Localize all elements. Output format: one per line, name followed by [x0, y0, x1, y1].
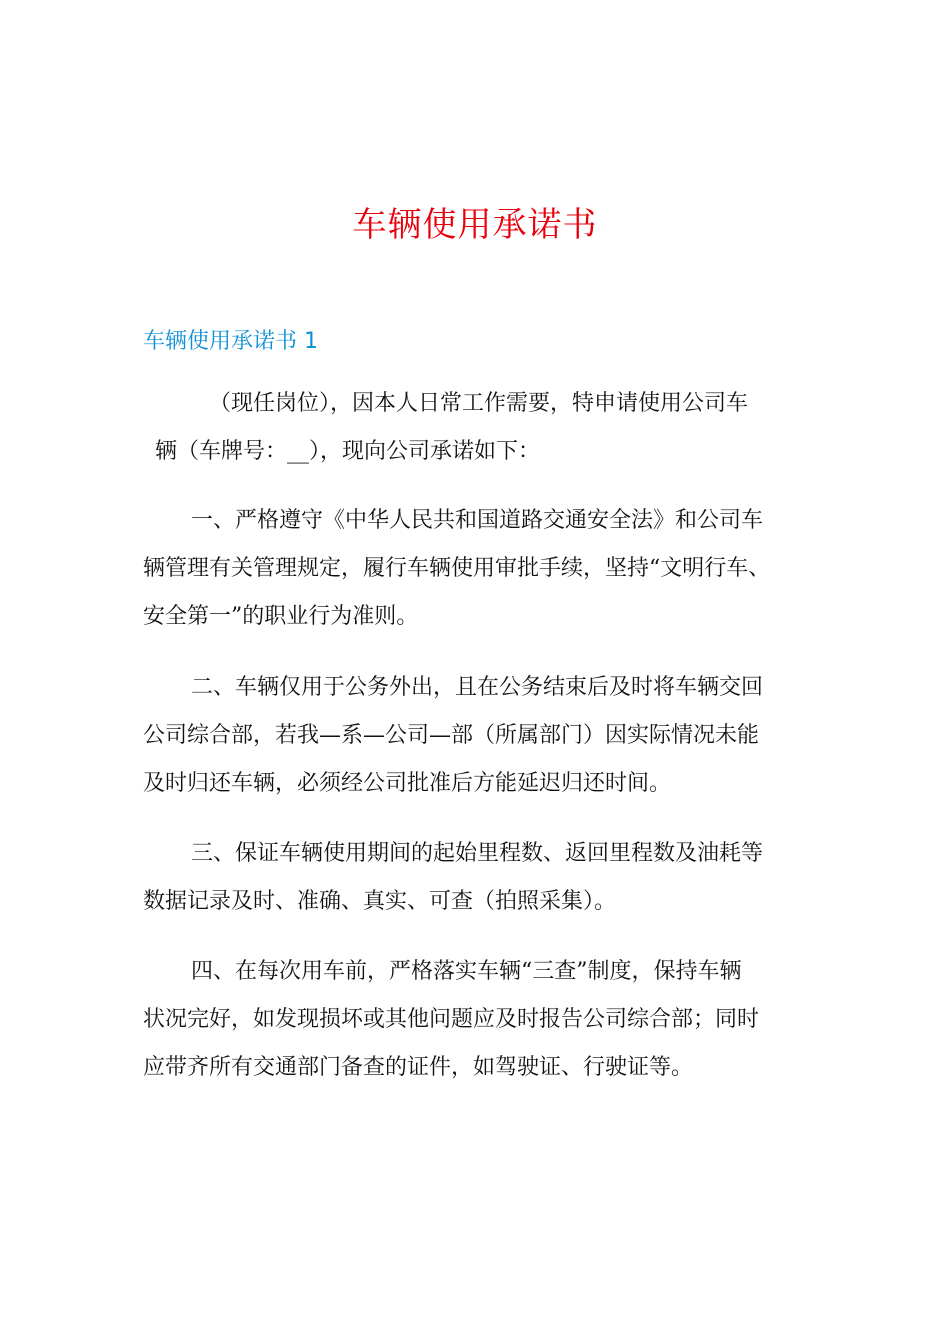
paragraph-line: 辆（车牌号：__），现向公司承诺如下：: [155, 439, 541, 464]
paragraph-line: （现任岗位），因本人日常工作需要，特申请使用公司车: [209, 391, 749, 416]
paragraph-clause-4: [143, 948, 808, 1092]
paragraph-line: 二、车辆仅用于公务外出，且在公务结束后及时将车辆交回: [191, 675, 764, 700]
paragraph-line: 三、保证车辆使用期间的起始里程数、返回里程数及油耗等: [191, 841, 764, 866]
paragraph-line: 安全第一”的职业行为准则。: [143, 604, 419, 629]
document-title: 车辆使用承诺书: [352, 205, 598, 245]
paragraph-intro: [143, 380, 808, 476]
paragraph-line: 四、在每次用车前，严格落实车辆“三查”制度，保持车辆: [191, 959, 742, 984]
paragraph-line: 及时归还车辆，必须经公司批准后方能延迟归还时间。: [143, 771, 672, 796]
paragraph-line: 应带齐所有交通部门备查的证件，如驾驶证、行驶证等。: [143, 1055, 694, 1080]
paragraph-line: 公司综合部，若我—系—公司—部（所属部门）因实际情况未能: [143, 723, 760, 748]
paragraph-clause-1: [143, 497, 808, 641]
paragraph-line: 一、严格遵守《中华人民共和国道路交通安全法》和公司车: [191, 508, 764, 533]
paragraph-clause-2: [143, 664, 808, 808]
paragraph-clause-3: [143, 830, 808, 926]
paragraph-line: 辆管理有关管理规定，履行车辆使用审批手续，坚持“文明行车、: [143, 556, 771, 581]
paragraph-line: 状况完好，如发现损坏或其他问题应及时报告公司综合部；同时: [143, 1007, 760, 1032]
paragraph-line: 数据记录及时、准确、真实、可查（拍照采集）。: [143, 889, 617, 914]
section-heading: 车辆使用承诺书 1: [143, 329, 318, 354]
